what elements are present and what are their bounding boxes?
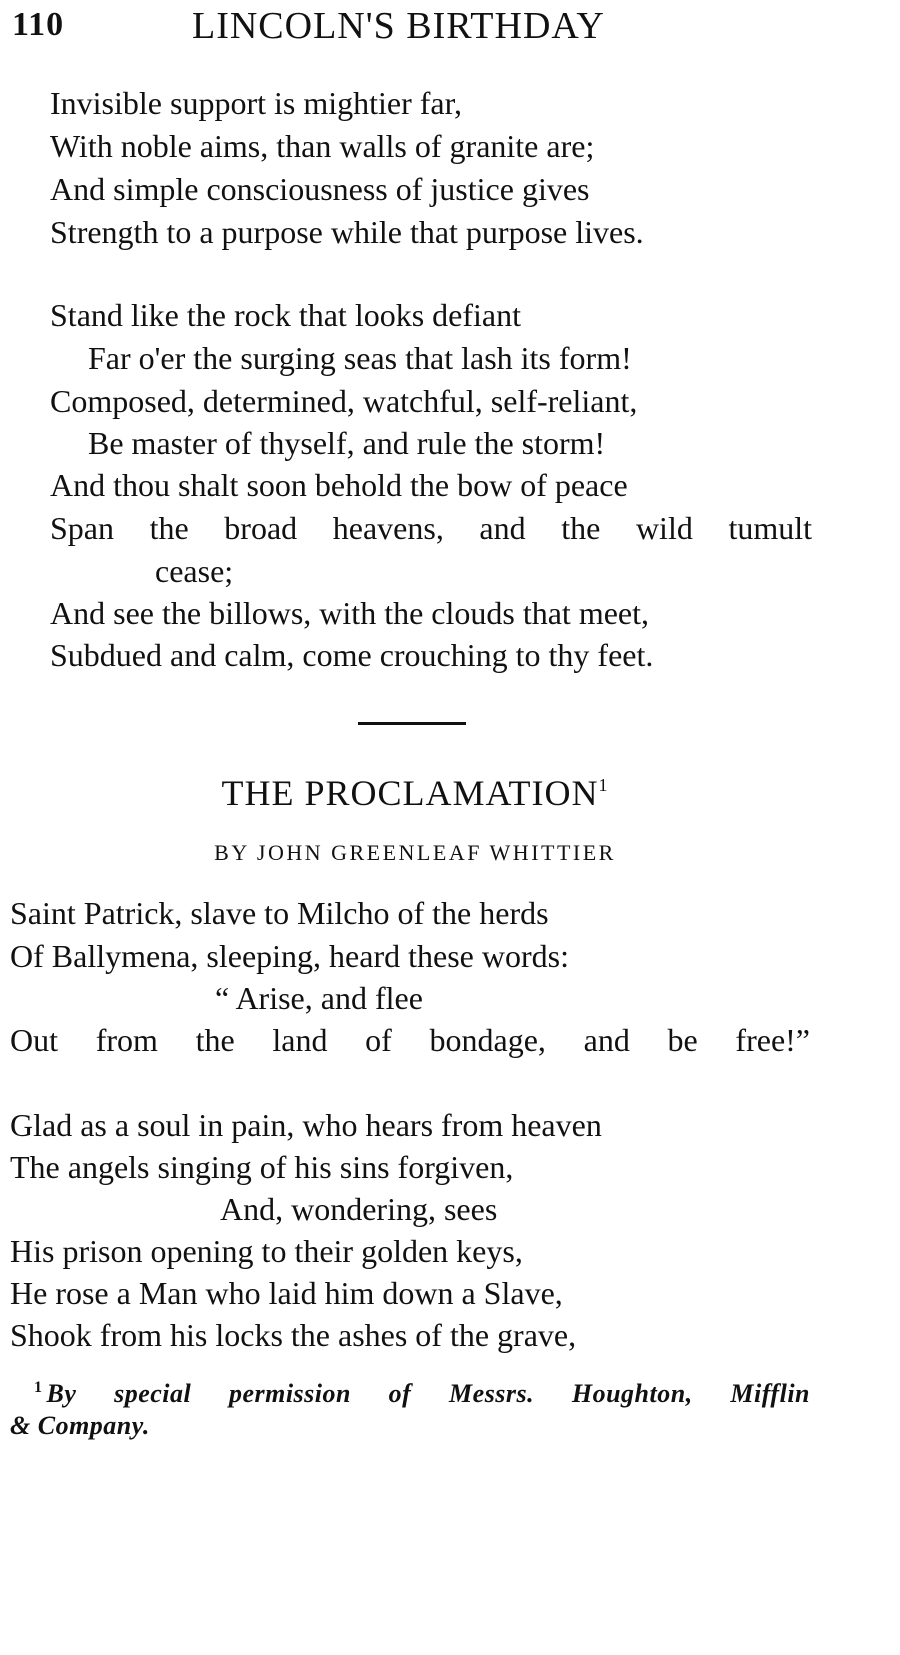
page-number: 110 xyxy=(12,6,65,43)
poem-line: And, wondering, sees xyxy=(220,1191,498,1227)
poem-line: Saint Patrick, slave to Milcho of the herds xyxy=(10,895,549,931)
poem-line: Stand like the rock that looks defiant xyxy=(50,297,521,333)
poem-title: THE PROCLAMATION$^1$ xyxy=(221,773,609,813)
poem-line: Subdued and calm, come crouching to thy feet. xyxy=(50,637,654,673)
poem-line: Be master of thyself, and rule the storm! xyxy=(88,425,606,461)
running-head xyxy=(12,4,872,54)
poem-line: cease; xyxy=(155,553,234,589)
poem-line: “ Arise, and flee xyxy=(215,980,423,1016)
poem-line: Invisible support is mightier far, xyxy=(50,85,462,121)
footnote-number: 1 xyxy=(34,1379,43,1396)
poem-line: With noble aims, than walls of granite are; xyxy=(50,128,595,164)
footnote-text: By special permission of Messrs. Houghton, Mifflin xyxy=(46,1379,810,1408)
poem-line: His prison opening to their golden keys, xyxy=(10,1233,523,1269)
poem-line: The angels singing of his sins forgiven, xyxy=(10,1149,514,1185)
poem-byline: BY JOHN GREENLEAF WHITTIER xyxy=(214,840,616,865)
poem-line: Of Ballymena, sleeping, heard these words: xyxy=(10,938,569,974)
section-divider xyxy=(358,722,466,725)
poem-line: And thou shalt soon behold the bow of peace xyxy=(50,467,628,503)
poem-line: Far o'er the surging seas that lash its form! xyxy=(88,340,632,376)
poem-line: And see the billows, with the clouds that meet, xyxy=(50,595,649,631)
poem-line: Span the broad heavens, and the wild tumult xyxy=(50,510,812,546)
footnote xyxy=(10,1372,810,1442)
poem-line: Out from the land of bondage, and be free!” xyxy=(10,1022,810,1058)
running-title: LINCOLN'S BIRTHDAY xyxy=(192,5,605,47)
poem-line: Composed, determined, watchful, self-reliant, xyxy=(50,383,638,419)
poem-line: And simple consciousness of justice gives xyxy=(50,171,590,207)
poem-line: He rose a Man who laid him down a Slave, xyxy=(10,1275,563,1311)
poem-line: Shook from his locks the ashes of the grave, xyxy=(10,1317,577,1353)
poem-line: Glad as a soul in pain, who hears from heaven xyxy=(10,1107,602,1143)
footnote-marker: 1 xyxy=(598,775,609,795)
footnote-text-continued: & Company. xyxy=(10,1411,150,1440)
poem-line: Strength to a purpose while that purpose lives. xyxy=(50,214,644,250)
